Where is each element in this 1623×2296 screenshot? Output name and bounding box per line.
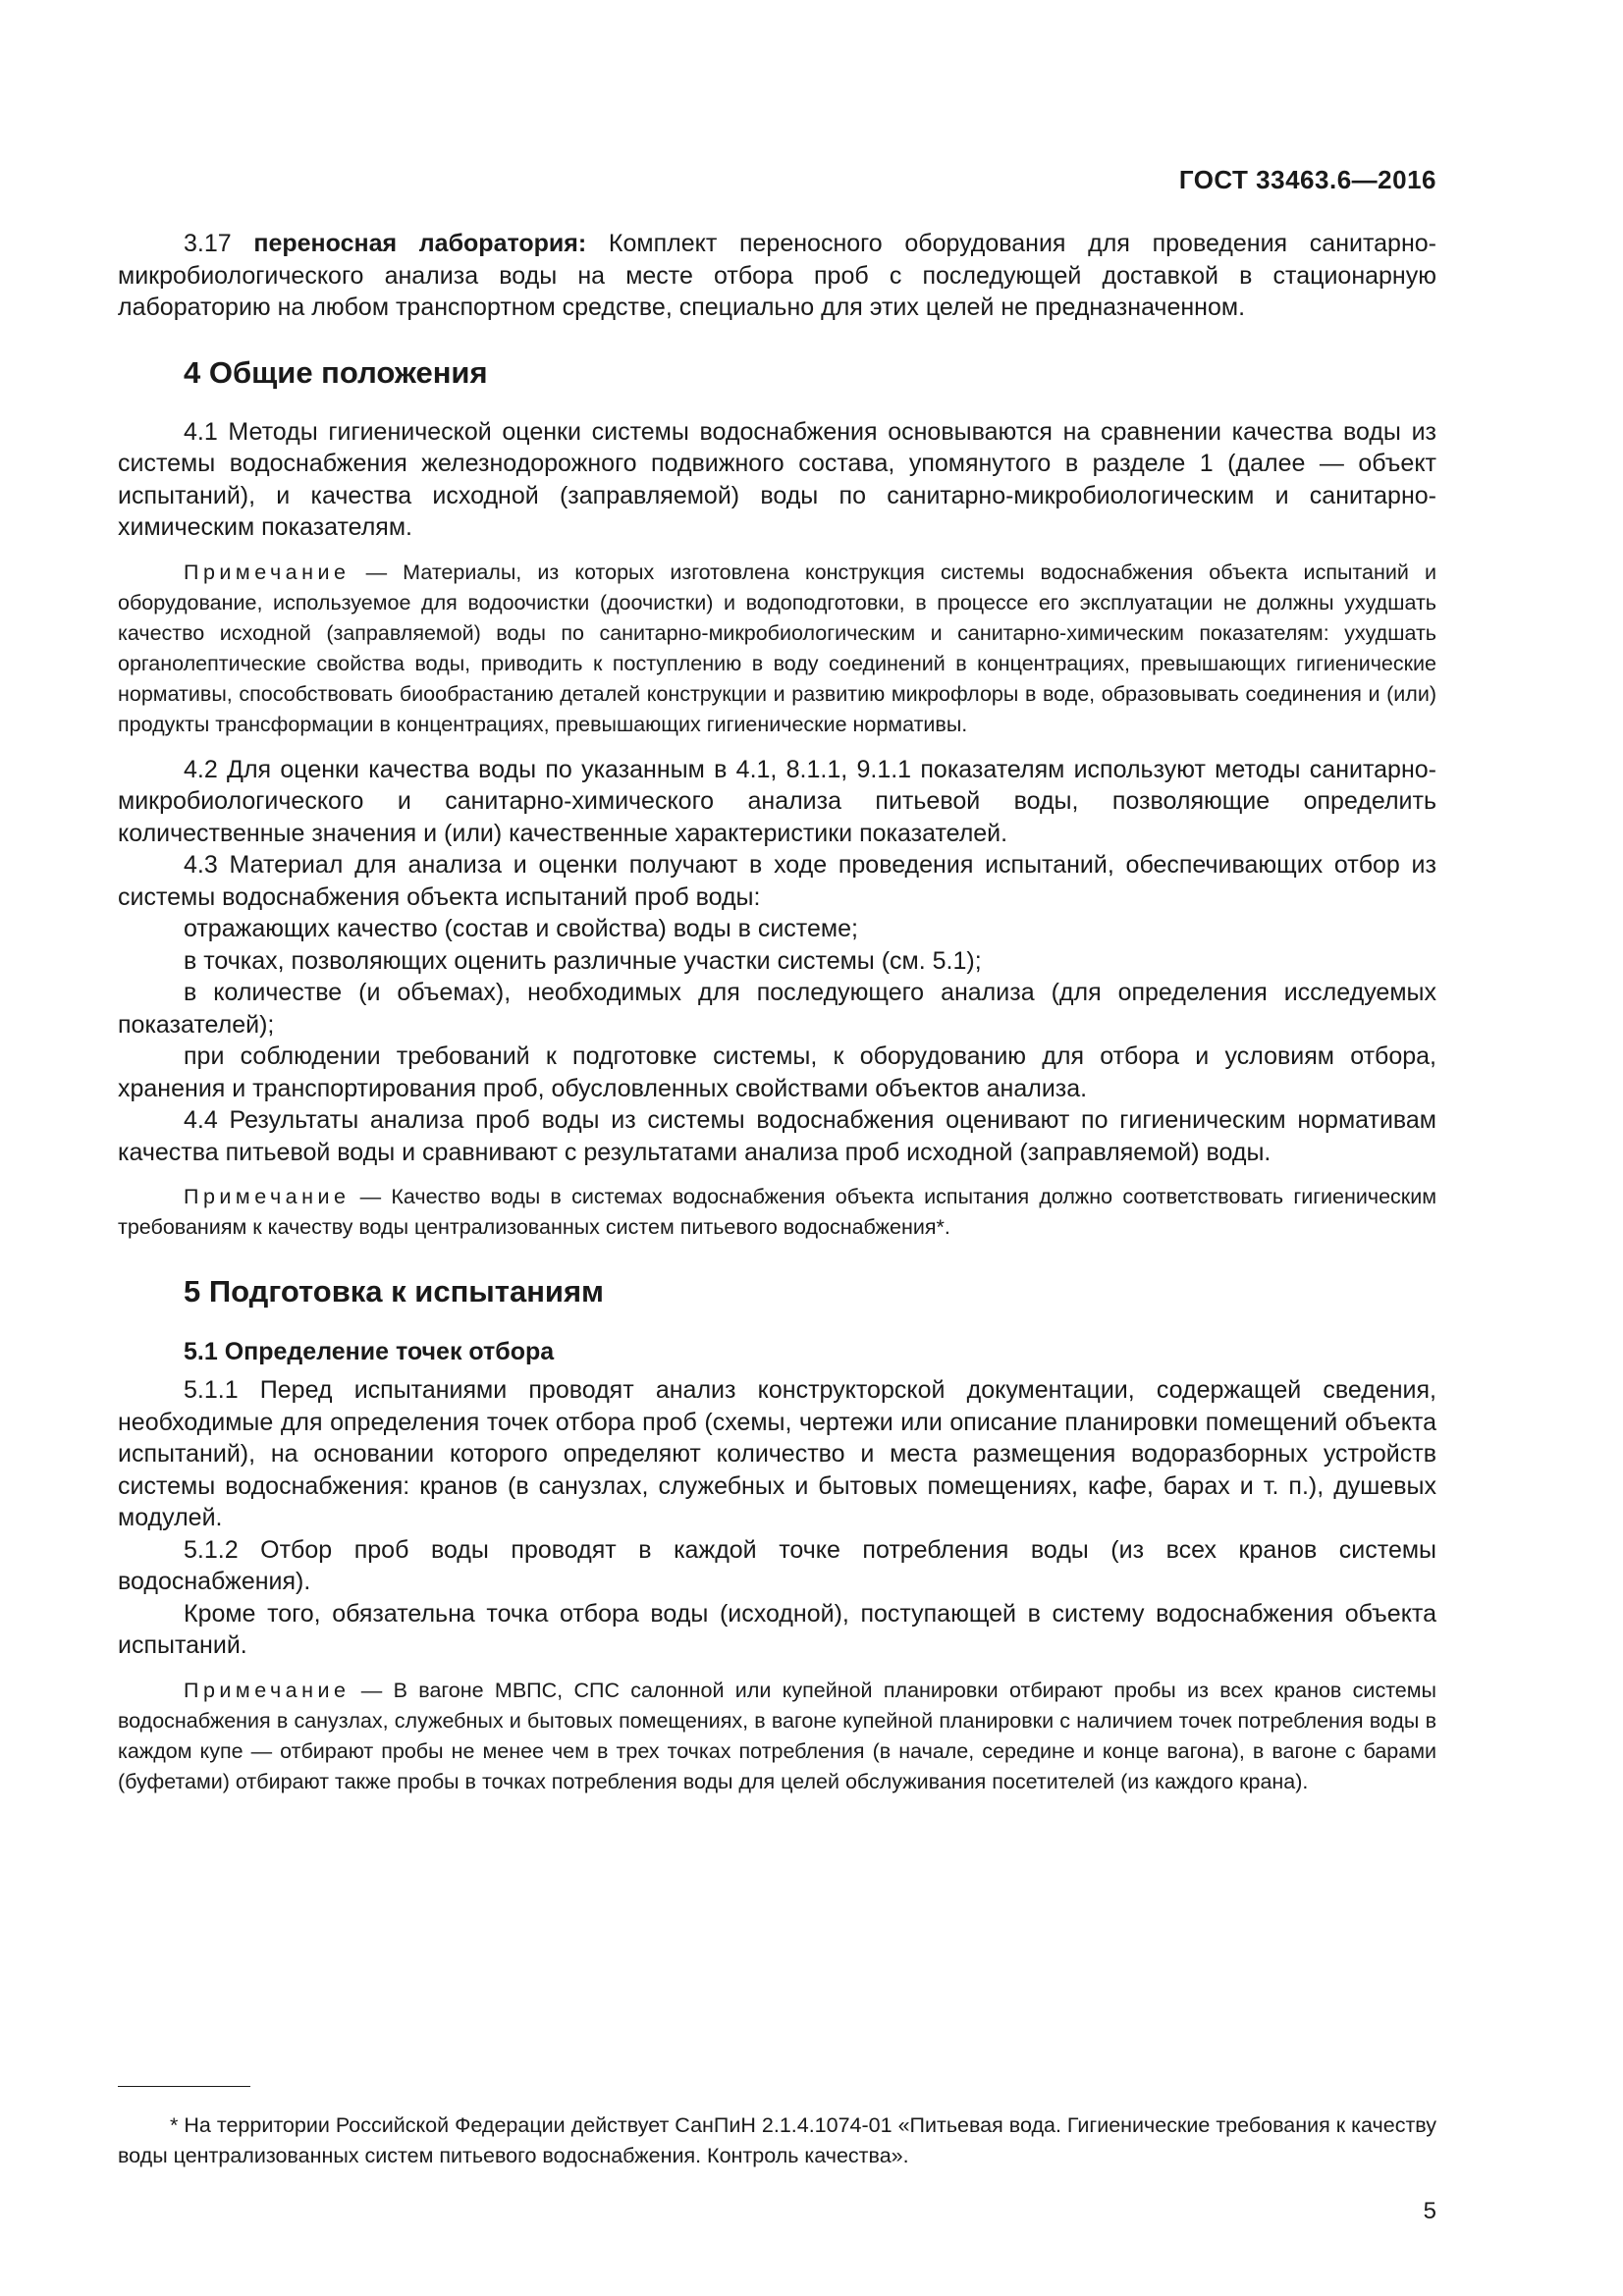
note-5-1-2	[118, 1676, 1436, 1797]
clause-5-1-2-continued: Кроме того, обязательна точка отбора воды (исходной), поступающей в систему водоснабжения объекта испытаний.	[118, 1599, 1436, 1659]
clause-3-17	[118, 228, 1436, 324]
clause-4-4: 4.4 Результаты анализа проб воды из системы водоснабжения оценивают по гигиеническим нормативам качества питьевой воды и сравнивают с результатами анализа проб исходной (заправляемой) воды.	[118, 1106, 1436, 1166]
term-definition: переносная лаборатория:	[253, 230, 587, 257]
document-header: ГОСТ 33463.6—2016	[1178, 165, 1436, 194]
note-label: Примечание	[184, 1678, 351, 1702]
list-item: отражающих качество (состав и свойства) воды в системе;	[184, 915, 858, 942]
footnote: * На территории Российской Федерации действует СанПиН 2.1.4.1074-01 «Питьевая вода. Гигиенические требования к качеству воды централизованных систем питьевого водоснабжения. Контроль качества».	[118, 2113, 1436, 2167]
section-4-title: 4 Общие положения	[184, 354, 488, 390]
document-body	[118, 228, 1436, 1811]
list-item: в количестве (и объемах), необходимых для последующего анализа (для определения исследуемых показателей);	[118, 979, 1436, 1039]
clause-4-3: 4.3 Материал для анализа и оценки получают в ходе проведения испытаний, обеспечивающих отбор из системы водоснабжения объекта испытаний проб воды:	[118, 851, 1436, 911]
section-5-title: 5 Подготовка к испытаниям	[184, 1274, 604, 1308]
list-item: в точках, позволяющих оценить различные участки системы (см. 5.1);	[184, 946, 982, 975]
subsection-5-1-title: 5.1 Определение точек отбора	[184, 1338, 555, 1365]
clause-5-1-1: 5.1.1 Перед испытаниями проводят анализ конструкторской документации, содержащей сведения, необходимые для определения точек отбора проб (схемы, чертежи или описание планировки помещений объекта испытаний), на основании которого определяют количество и места размещения водоразборных устройств системы водоснабжения: кранов (в санузлах, служебных и бытовых помещениях, кафе, барах и т. п.), душевых модулей.	[118, 1376, 1436, 1531]
note-label: Примечание	[184, 560, 351, 584]
note-4-1	[118, 558, 1436, 740]
list-item: при соблюдении требований к подготовке системы, к оборудованию для отбора и условиям отбора, хранения и транспортирования проб, обусловленных свойствами объектов анализа.	[118, 1042, 1436, 1102]
note-text: — Материалы, из которых изготовлена конструкция системы водоснабжения объекта испытаний и оборудование, используемое для водоочистки (доочистки) и водоподготовки, в процессе его эксплуатации не должны ухудшать качество исходной (заправляемой) воды по санитарно-микробиологическим и санитарно-химическим показателям: ухудшать органолептические свойства воды, приводить к поступлению в воду соединений в концентрациях, превышающих гигиенические нормативы, способствовать биообрастанию деталей конструкции и развитию микрофлоры в воде, образовывать соединения и (или) продукты трансформации в концентрациях, превышающих гигиенические нормативы.	[118, 560, 1436, 736]
clause-4-2: 4.2 Для оценки качества воды по указанным в 4.1, 8.1.1, 9.1.1 показателям используют методы санитарно-микробиологического и санитарно-химического анализа питьевой воды, позволяющие определить количественные значения и (или) качественные характеристики показателей.	[118, 755, 1436, 847]
clause-number: 3.17	[184, 230, 254, 257]
footnote-divider	[118, 2086, 250, 2087]
clause-4-1: 4.1 Методы гигиенической оценки системы водоснабжения основываются на сравнении качества воды из системы водоснабжения железнодорожного подвижного состава, упомянутого в разделе 1 (далее — объект испытаний), и качества исходной (заправляемой) воды по санитарно-микробиологическим и санитарно-химическим показателям.	[118, 417, 1436, 541]
note-4-4	[118, 1182, 1436, 1243]
note-text: — Качество воды в системах водоснабжения объекта испытания должно соответствовать гигиеническим требованиям к качеству воды централизованных систем питьевого водоснабжения*.	[118, 1185, 1436, 1239]
note-text: — В вагоне МВПС, СПС салонной или купейной планировки отбирают пробы из всех кранов системы водоснабжения в санузлах, служебных и бытовых помещениях, в вагоне купейной планировки с наличием точек потребления воды в каждом купе — отбирают пробы не менее чем в трех точках потребления (в начале, середине и конце вагона), в вагоне с барами (буфетами) отбирают также пробы в точках потребления воды для целей обслуживания посетителей (из каждого крана).	[118, 1678, 1436, 1793]
clause-5-1-2: 5.1.2 Отбор проб воды проводят в каждой точке потребления воды (из всех кранов системы водоснабжения).	[118, 1535, 1436, 1595]
definition-text: Комплект переносного оборудования для проведения санитарно-микробиологического анализа воды на месте отбора проб с последующей доставкой в стационарную лабораторию на любом транспортном средстве, специально для этих целей не предназначенном.	[118, 230, 1436, 321]
page-number: 5	[1423, 2198, 1436, 2224]
note-label: Примечание	[184, 1185, 351, 1208]
